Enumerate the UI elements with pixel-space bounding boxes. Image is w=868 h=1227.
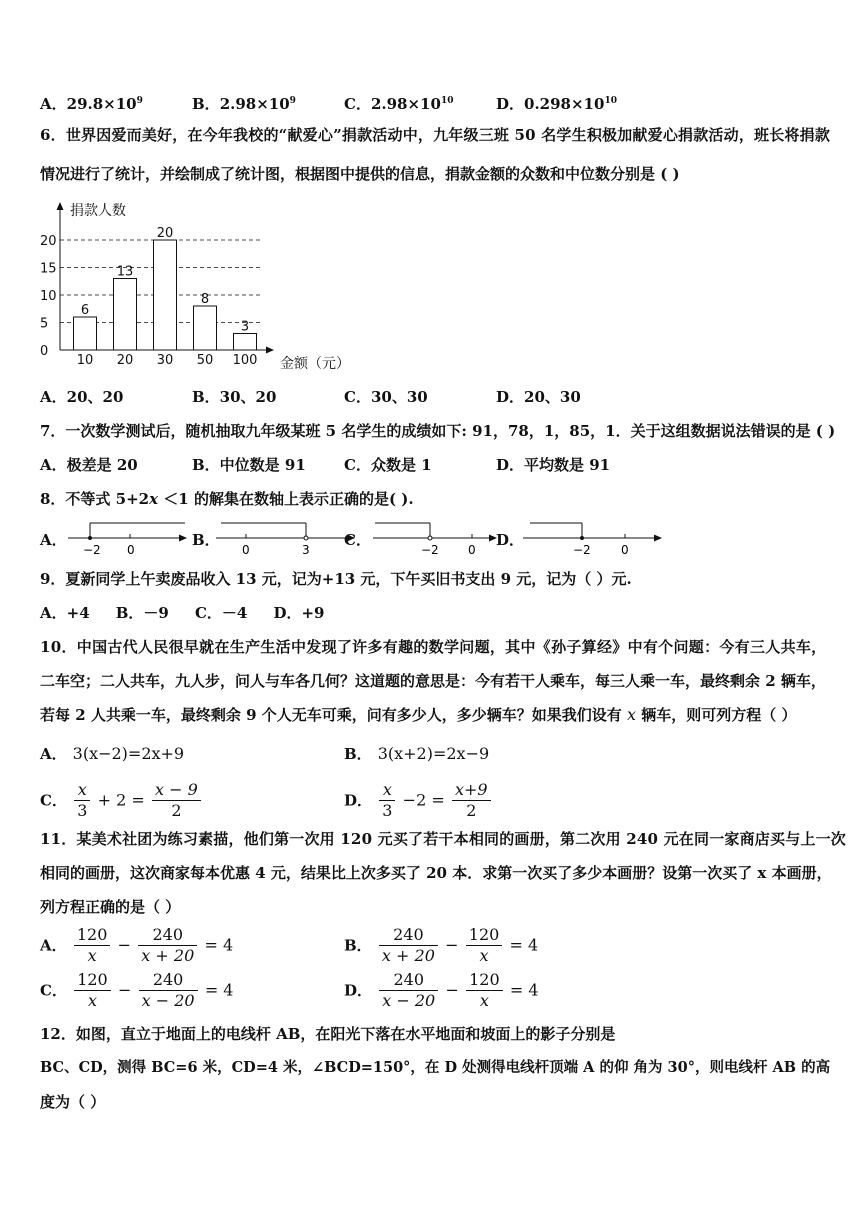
denominator: x: [479, 991, 489, 1010]
q12-text-line1: 12．如图，直立于地面上的电线杆 AB，在阳光下落在水平地面和坡面上的影子分别是: [40, 1025, 616, 1043]
option-label: C．: [40, 791, 67, 810]
q11-option-d[interactable]: [344, 970, 539, 1011]
numerator: 120: [466, 970, 503, 991]
bar: [234, 334, 257, 351]
y-tick-label: 5: [40, 316, 49, 332]
option-label: C．: [40, 981, 67, 1000]
fraction: [379, 970, 438, 1011]
q7-option-a[interactable]: A．极差是 20: [40, 456, 138, 474]
y-tick-label: 20: [40, 234, 57, 249]
fraction: [466, 970, 503, 1011]
q10-text-line1: 10．中国古代人民很早就在生产生活中发现了许多有趣的数学问题，其中《孙子算经》中有个问题：今有三人共车，: [40, 638, 827, 656]
option-text: 2.98×10: [370, 95, 441, 113]
numerator: 240: [379, 970, 438, 991]
q6-option-b[interactable]: B．30、20: [192, 388, 277, 406]
option-label: B．: [344, 745, 372, 763]
q10-option-c[interactable]: [40, 780, 203, 821]
q5-option-d[interactable]: [496, 91, 617, 114]
option-label: C．: [344, 95, 371, 113]
equals-rhs: = 4: [204, 980, 234, 1000]
q11-text-line3: 列方程正确的是（ ）: [40, 898, 181, 916]
x-tick-label: 20: [116, 353, 134, 368]
option-text: 0.298×10: [524, 95, 605, 113]
denominator: x: [87, 946, 97, 965]
option-label: D．: [344, 791, 373, 810]
equals-rhs: = 4: [204, 935, 234, 955]
operator: −2 =: [402, 790, 445, 810]
tick-label: −2: [83, 543, 101, 557]
option-label: B．: [192, 95, 220, 113]
equation: 3(x+2)=2x−9: [377, 744, 490, 763]
fraction: [379, 925, 438, 966]
q11-option-a[interactable]: [40, 925, 233, 966]
tick-label: 0: [242, 543, 250, 557]
operator: −: [117, 980, 132, 1000]
fraction: [74, 780, 90, 821]
operator: −: [445, 980, 459, 1000]
denominator: x − 20: [382, 991, 436, 1010]
q10-variable: x: [627, 705, 637, 724]
denominator: x + 20: [141, 946, 195, 965]
fraction: [74, 970, 111, 1011]
numerator: 240: [138, 925, 197, 946]
option-text: 2.98×10: [219, 95, 290, 113]
q9-text: 9．夏新同学上午卖废品收入 13 元，记为+13 元，下午买旧书支出 9 元，记为（ ）元.: [40, 570, 632, 588]
exponent: 9: [136, 96, 143, 106]
bar: [154, 240, 177, 350]
bar: [194, 306, 217, 350]
q6-bar-chart: [35, 198, 365, 373]
q8-option-a-label[interactable]: A．: [40, 531, 67, 549]
operator: + 2 =: [97, 790, 145, 810]
denominator: x − 20: [141, 991, 195, 1010]
numerator: 120: [74, 925, 111, 946]
data-label: 20: [156, 226, 174, 241]
y-tick-label: 10: [40, 289, 57, 304]
fraction: [139, 970, 198, 1011]
numerator: x+9: [452, 780, 491, 801]
q7-option-b[interactable]: B．中位数是 91: [192, 456, 306, 474]
q12-text-line2: BC、CD，测得 BC=6 米，CD=4 米，∠BCD=150°，在 D 处测得电线杆顶端 A 的仰 角为 30°，则电线杆 AB 的高: [40, 1059, 831, 1076]
y-axis-label: 捐款人数: [70, 203, 126, 219]
tick-label: 0: [621, 543, 629, 557]
q10-text-line2: 二车空；二人共车，九人步，问人与车各几何？这道题的意思是：今有若干人乘车，每三人乘一车，最终剩余 2 辆车，: [40, 672, 826, 690]
q6-text-line2: 情况进行了统计，并绘制成了统计图，根据图中提供的信息，捐款金额的众数和中位数分别是 ( ): [40, 165, 680, 183]
fraction: [379, 780, 395, 821]
q9-options[interactable]: A．+4 B．－9 C．－4 D．+9: [40, 604, 325, 622]
data-label: 3: [240, 319, 250, 335]
q11-text-line1: 11．某美术社团为练习素描，他们第一次用 120 元买了若干本相同的画册，第二次用 240 元在同一家商店买与上一次: [40, 830, 846, 848]
option-label: A．: [40, 95, 67, 113]
fraction: [452, 780, 491, 821]
exponent: 9: [289, 96, 296, 106]
option-label: D．: [344, 981, 373, 1000]
fraction: [138, 925, 197, 966]
q6-option-c[interactable]: C．30、30: [344, 388, 428, 406]
q8-option-d-label[interactable]: D．: [496, 531, 525, 549]
option-text: 29.8×10: [66, 95, 137, 113]
data-label: 13: [116, 264, 134, 280]
q6-text-line1: 6．世界因爱而美好，在今年我校的“献爱心”捐款活动中，九年级三班 50 名学生积极加献爱心捐款活动，班长将捐款: [40, 126, 831, 144]
option-label: D．: [496, 95, 525, 113]
equation: 3(x−2)=2x+9: [72, 744, 185, 763]
x-tick-label: 10: [76, 353, 94, 368]
q10-line3-part2: 辆车，则可列方程（ ）: [636, 706, 797, 724]
q8-variable: x: [149, 490, 159, 508]
q5-option-a[interactable]: [40, 91, 143, 114]
x-tick-label: 30: [156, 353, 174, 368]
q5-option-b[interactable]: [192, 91, 296, 114]
denominator: x: [479, 946, 489, 965]
tick-label: −2: [421, 543, 439, 557]
q11-text-line2: 相同的画册，这次商家每本优惠 4 元，结果比上次多买了 20 本．求第一次买了多少本画册？设第一次买了 x 本画册，: [40, 864, 832, 882]
q8-option-a-number-line[interactable]: [65, 518, 190, 558]
y-tick-label: 15: [40, 261, 57, 277]
denominator: x: [87, 991, 97, 1010]
equals-rhs: = 4: [509, 935, 539, 955]
q10-option-b[interactable]: [344, 744, 489, 764]
x-tick-label: 100: [232, 353, 258, 368]
option-label: B．: [344, 936, 372, 955]
numerator: 120: [74, 970, 111, 991]
q8-option-c-label[interactable]: C．: [344, 531, 371, 549]
q10-line3-part1: 若每 2 人共乘一车，最终剩余 9 个人无车可乘，问有多少人，多少辆车？如果我们设有: [40, 706, 627, 724]
tick-label: −2: [573, 543, 591, 557]
operator: −: [445, 935, 459, 955]
bar: [74, 317, 97, 350]
fraction: [74, 925, 111, 966]
y-axis-arrow: [57, 202, 64, 210]
numerator: 120: [466, 925, 503, 946]
q8-option-b-label[interactable]: B．: [192, 531, 220, 549]
q8-text: [40, 489, 414, 509]
numerator: x: [74, 780, 90, 801]
y-tick-label: 0: [40, 344, 49, 359]
option-label: A．: [40, 936, 67, 955]
q8-option-b-number-line[interactable]: [213, 518, 358, 558]
q11-option-b[interactable]: [344, 925, 538, 966]
q7-option-d[interactable]: D．平均数是 91: [496, 456, 611, 474]
q8-prefix: 8．不等式 5+2: [40, 490, 150, 508]
equals-rhs: = 4: [509, 980, 539, 1000]
exponent: 10: [440, 96, 454, 106]
numerator: 240: [379, 925, 438, 946]
fraction: [466, 925, 503, 966]
data-label: 6: [80, 303, 90, 318]
denominator: x + 20: [381, 946, 435, 965]
q10-text-line3: [40, 705, 796, 725]
q6-option-a[interactable]: A．20、20: [40, 388, 124, 406]
denominator: 2: [171, 801, 182, 820]
q8-option-c-number-line[interactable]: [370, 518, 500, 558]
numerator: x − 9: [152, 780, 201, 801]
x-axis-label: 金额（元）: [280, 356, 350, 372]
q11-option-c[interactable]: [40, 970, 233, 1011]
denominator: 2: [466, 801, 477, 820]
tick-label: 0: [468, 543, 476, 557]
operator: −: [117, 935, 132, 955]
q8-suffix: ＜1 的解集在数轴上表示正确的是( ).: [158, 490, 414, 508]
q8-option-d-number-line[interactable]: [520, 518, 665, 558]
tick-label: 0: [127, 543, 135, 557]
numerator: 240: [139, 970, 198, 991]
denominator: 3: [77, 801, 88, 820]
x-axis-arrow: [266, 347, 274, 354]
option-label: A．: [40, 745, 67, 763]
bar: [114, 279, 137, 351]
q6-option-d[interactable]: D．20、30: [496, 388, 581, 406]
denominator: 3: [382, 801, 393, 820]
q5-option-c[interactable]: [344, 91, 453, 114]
q10-option-a[interactable]: [40, 744, 184, 764]
numerator: x: [379, 780, 395, 801]
data-label: 8: [200, 292, 210, 307]
q7-option-c[interactable]: C．众数是 1: [344, 456, 432, 474]
tick-label: 3: [302, 543, 310, 557]
q10-option-d[interactable]: [344, 780, 493, 821]
exponent: 10: [604, 96, 617, 106]
x-tick-label: 50: [196, 353, 214, 368]
q12-text-line3: 度为（ ）: [40, 1093, 106, 1111]
q7-text: 7．一次数学测试后，随机抽取九年级某班 5 名学生的成绩如下: 91，78，1，85，1．关于这组数据说法错误的是 ( ): [40, 422, 836, 440]
fraction: [152, 780, 201, 821]
